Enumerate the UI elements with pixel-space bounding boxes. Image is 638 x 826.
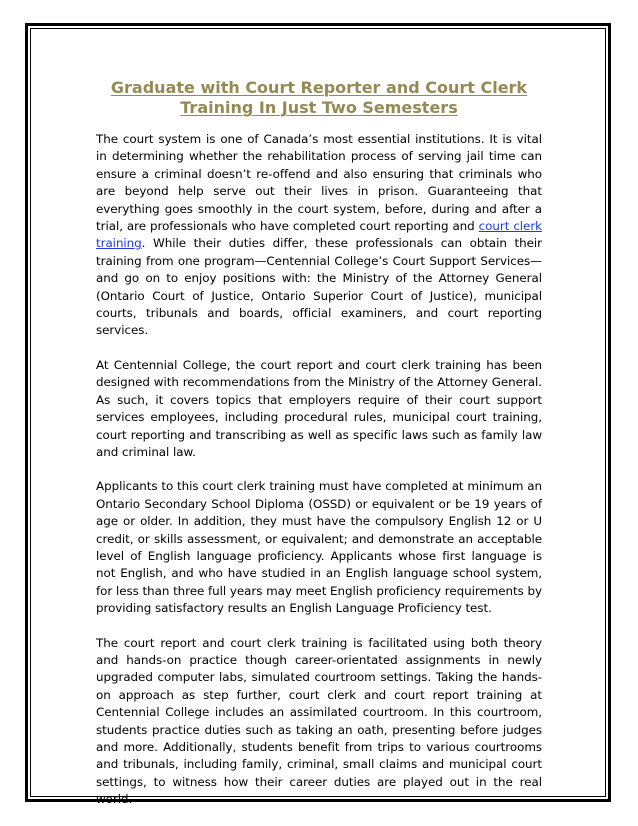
paragraph-1 (96, 131, 542, 340)
court-clerk-training-link[interactable]: court clerk training (96, 219, 542, 251)
document-title (96, 78, 542, 118)
paragraph-1-text-start: The court system is one of Canada’s most essential institutions. It is vital in determining whether the rehabilitation process of serving jail time can ensure a criminal doesn’t re-offend and also ensuring that criminals who are beyond help serve out their lives in prison. Guaranteeing that everything goes smoothly in the court system, before, during and after a trial, are professionals who have completed court reporting and (96, 132, 542, 234)
paragraph-2: At Centennial College, the court report and court clerk training has been designed with recommendations from the Ministry of the Attorney General. As such, it covers topics that employers require of their court support services employees, including procedural rules, municipal court training, court reporting and transcribing as well as specific laws such as family law and criminal law. (96, 357, 542, 459)
title-line-2: Training In Just Two Semesters (180, 98, 458, 117)
paragraph-1-text-end: . While their duties differ, these professionals can obtain their training from one program—Centennial College’s Court Support Services—and go on to enjoy positions with: the Ministry of the Attorney General (Ontario Court of Justice, Ontario Superior Court of Justice), municipal courts, tribunals and boards, official examiners, and court reporting services. (96, 236, 542, 338)
document-body (96, 78, 542, 809)
paragraph-4: The court report and court clerk training is facilitated using both theory and hands-on practice though career-orientated assignments in newly upgraded computer labs, simulated courtroom settings. Taking the hands-on approach as step further, court clerk and court report training at Centennial College includes an assimilated courtroom. In this courtroom, students practice duties such as taking an oath, presenting before judges and more. Additionally, students benefit from trips to various courtrooms and tribunals, including family, criminal, small claims and municipal court settings, to witness how their career duties are played out in the real world. (96, 635, 542, 807)
paragraph-3: Applicants to this court clerk training must have completed at minimum an Ontario Secondary School Diploma (OSSD) or equivalent or be 19 years of age or older. In addition, they must have the compulsory English 12 or U credit, or skills assessment, or equivalent; and demonstrate an acceptable level of English language proficiency. Applicants whose first language is not English, and who have studied in an English language school system, for less than three full years may meet English proficiency requirements by providing satisfactory results an English Language Proficiency test. (96, 479, 542, 616)
title-line-1: Graduate with Court Reporter and Court Clerk (110, 78, 528, 97)
